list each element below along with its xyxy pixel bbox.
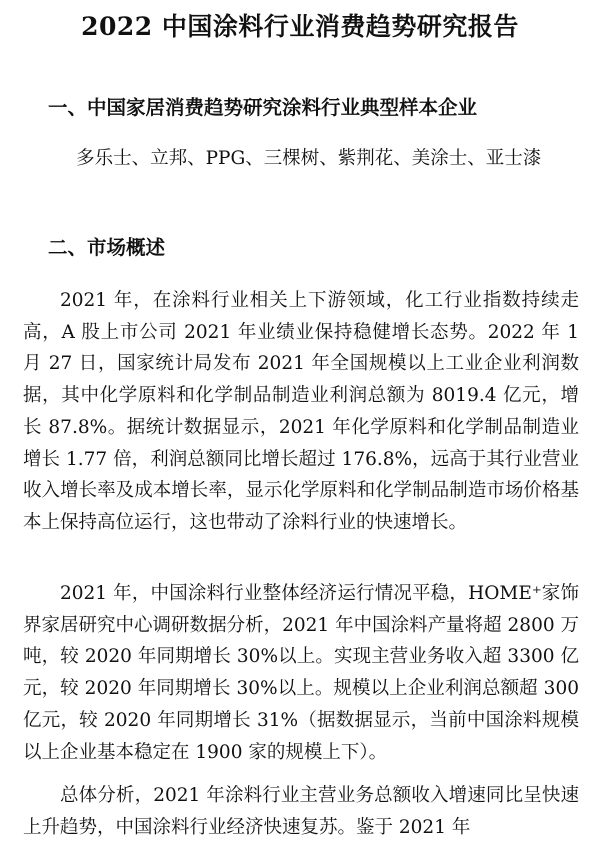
document-title: 2022 中国涂料行业消费趋势研究报告 (81, 12, 519, 41)
market-overview-paragraph-1: 2021 年，在涂料行业相关上下游领域，化工行业指数持续走高，A 股上市公司 2021 年业绩业保持稳健增长态势。2022 年 1 月 27 日，国家统计局发布 2021 年全国规模以上工业企业利润数据，其中化学原料和化学制品制造业利润总额为 8019.4 亿元，增长 87.8%。据统计数据显示，2021 年化学原料和化学制品制造业增长 1.77 倍，利润总额同比增长超过 176.8%，远高于其行业营业收入增长率及成本增长率，显示化学原料和化学制品制造市场价格基本上保持高位运行，这也带动了涂料行业的快速增长。 (23, 290, 579, 533)
section-heading-market-overview: 二、市场概述 (48, 236, 166, 259)
market-overview-paragraph-3: 总体分析，2021 年涂料行业主营业务总额收入增速同比呈快速上升趋势，中国涂料行业经济快速复苏。鉴于 2021 年 (23, 785, 579, 838)
market-overview-paragraph-2: 2021 年，中国涂料行业整体经济运行情况平稳，HOME⁺家饰界家居研究中心调研数据分析，2021 年中国涂料产量将超 2800 万吨，较 2020 年同期增长 30%以上。实现主营业务收入超 3300 亿元，较 2020 年同期增长 30%以上。规模以上企业利润总额超 300 亿元，较 2020 年同期增长 31%（据数据显示，当前中国涂料规模以上企业基本稳定在 1900 家的规模上下）。 (23, 583, 579, 763)
section-heading-sample-companies: 一、中国家居消费趋势研究涂料行业典型样本企业 (48, 96, 478, 119)
sample-companies-paragraph: 多乐士、立邦、PPG、三棵树、紫荆花、美涂士、亚士漆 (76, 148, 542, 169)
